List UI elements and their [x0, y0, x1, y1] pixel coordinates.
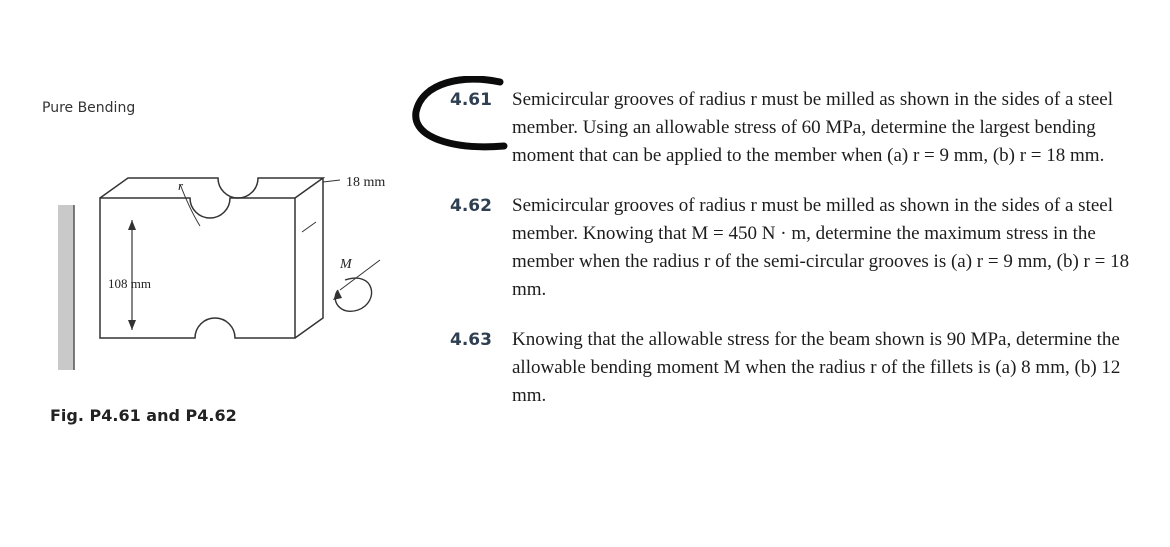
problem-list — [450, 86, 1150, 410]
member-top-face — [100, 178, 323, 198]
wall-support — [58, 205, 74, 370]
member-front-face — [100, 198, 295, 338]
moment-label: M — [340, 257, 352, 272]
figure-caption: Fig. P4.61 and P4.62 — [50, 406, 237, 425]
thickness-dimension-label: 18 mm — [346, 175, 386, 190]
figure-p4-61 — [40, 140, 440, 400]
problem-item — [450, 326, 1150, 410]
problem-text: Knowing that the allowable stress for the beam shown is 90 MPa, determine the allowable bending moment M when the radius r of the fillets is (a) 8 mm, (b) 12 mm. — [512, 329, 1121, 406]
member-side-face — [295, 178, 323, 338]
section-header: Pure Bending — [42, 100, 136, 116]
problem-number: 4.61 — [450, 90, 492, 110]
radius-label: r — [178, 178, 184, 193]
problem-text: Semicircular grooves of radius r must be milled as shown in the sides of a steel member. Knowing that M = 450 N · m, determine the maximum stress in the member when the radius r of the semi-circular grooves is (a) r = 9 mm, (b) r = 18 mm. — [512, 195, 1130, 300]
grooved-member-diagram — [40, 140, 440, 400]
problem-item — [450, 86, 1150, 170]
moment-arrow — [335, 278, 371, 311]
problem-text: Semicircular grooves of radius r must be milled as shown in the sides of a steel member. Using an allowable stress of 60 MPa, determine the largest bending moment that can be applied to the member when (a) r = 9 mm, (b) r = 18 mm. — [512, 89, 1114, 166]
height-dimension-label: 108 mm — [108, 276, 151, 291]
problem-number: 4.62 — [450, 196, 492, 216]
problem-number: 4.63 — [450, 330, 492, 350]
problem-item — [450, 192, 1150, 304]
